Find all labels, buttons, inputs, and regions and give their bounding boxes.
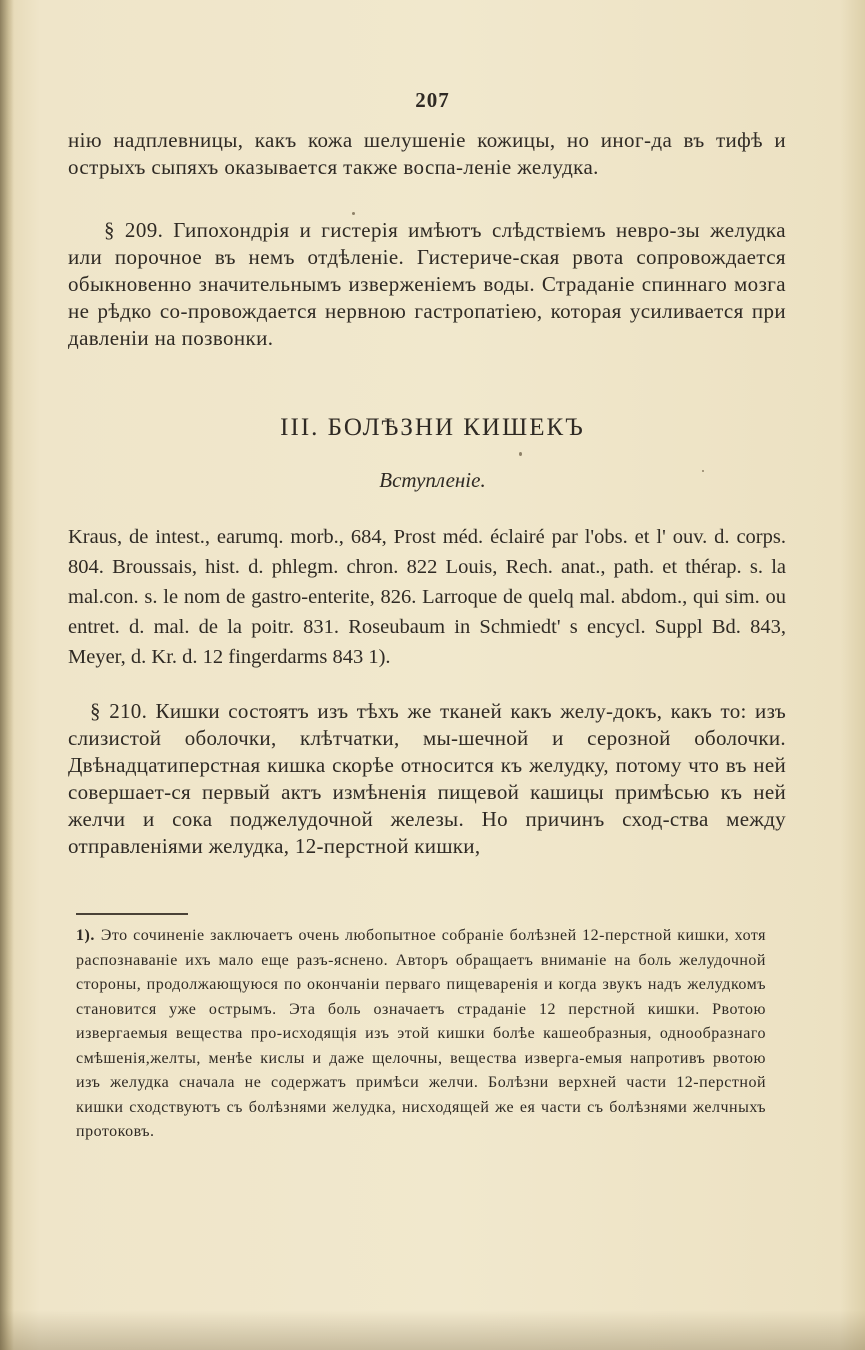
footnote-divider [76,913,188,915]
bibliography-references: Kraus, de intest., earumq. morb., 684, Prost méd. éclairé par l'obs. et l' ouv. d. corps. 804. Broussais, hist. d. phlegm. chron. 822 Louis, Rech. anat., path. et thérap. s. la mal.con. s. le nom de gastro-enterite, 826. Larroque de quelq mal. abdom., qui sim. ou entret. d. mal. de la poitr. 831. Roseubaum in Schmiedt' s encycl. Suppl Bd. 843, Meyer, d. Kr. d. 12 fingerdarms 843 1). [68,526,786,668]
paragraph-continued: нію надплевницы, какъ кожа шелушеніе кожицы, но иног-да въ тифѣ и острыхъ сыпяхъ оказывается также воспа-леніе желудка. [68,128,786,179]
footnote-text: Это сочиненіе заключаетъ очень любопытное собраніе болѣзней 12-перстной кишки, хотя распознаваніе ихъ мало еще разъ-яснено. Авторъ обращаетъ вниманіе на боль желудочной стороны, продолжающуюся по окончаніи перваго пищеваренія и когда звукъ надъ желудкомъ становится уже острымъ. Эта боль означаетъ страданіе 12 перстной кишки. Рвотою извергаемыя вещества про-исходящія изъ этой кишки болѣе кашеобразныя, однообразнаго смѣшенія,желты, менѣе кислы и даже щелочны, вещества изверга-емыя напротивъ рвотою изъ желудка сначала не содержатъ примѣси желчи. Болѣзни верхней части 12-перстной кишки сходствуютъ съ болѣзнями желудка, нисходящей же ея части съ болѣзнями желчныхъ протоковъ. [76,927,766,1140]
page-binding-shadow [0,0,14,1350]
ink-speck [352,212,355,215]
paragraph-section-209: § 209. Гипохондрія и гистерія имѣютъ слѣдствіемъ невро-зы желудка или порочное въ немъ отдѣленіе. Гистериче-ская рвота сопровождается обыкновенно значительнымъ изверженіемъ воды. Страданіе спиннаго мозга не рѣдко со-провождается нервною гастропатіею, которая усиливается при давленіи на позвонки. [68,218,786,350]
ink-speck [519,452,522,456]
page-number: 207 [415,88,450,112]
subheading: Вступленіе. [379,468,486,492]
footnote [76,924,766,1145]
paragraph-section-210: § 210. Кишки состоятъ изъ тѣхъ же тканей какъ желу-докъ, какъ то: изъ слизистой оболочки, клѣтчатки, мы-шечной и серозной оболочки. Двѣнадцатиперстная кишка скорѣе относится къ желудку, потому что въ ней совершает-ся первый актъ измѣненія пищевой кашицы примѣсью къ ней желчи и сока поджелудочной железы. Но причинъ сход-ства между отправленіями желудка, 12-перстной кишки, [68,699,786,858]
section-heading: III. БОЛѢЗНИ КИШЕКЪ [280,414,585,441]
page-bottom-shadow [0,1310,865,1350]
footnote-marker: 1). [76,927,95,944]
